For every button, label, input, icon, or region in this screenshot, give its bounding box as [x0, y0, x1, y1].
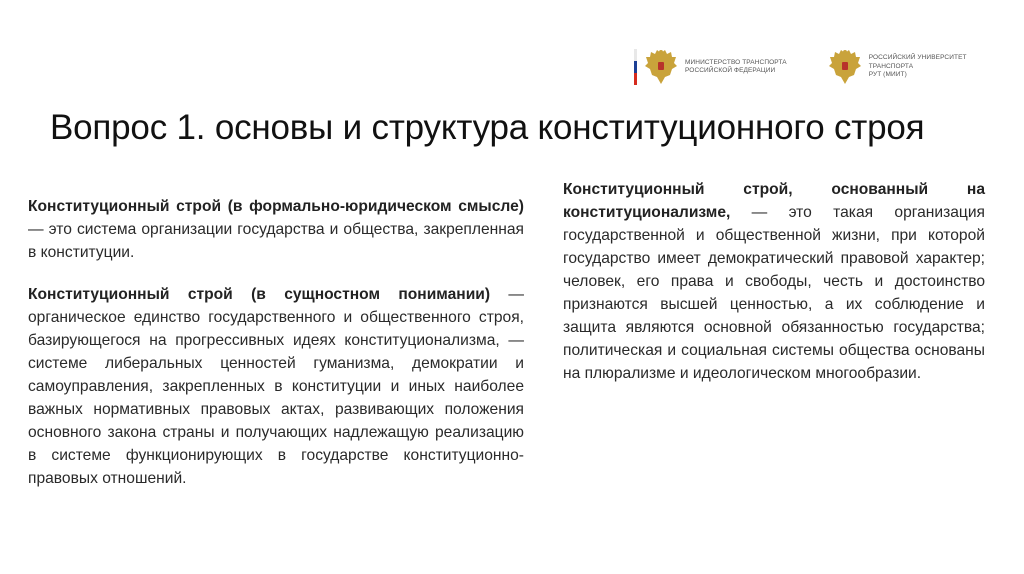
- university-eagle-icon: [827, 47, 863, 87]
- russian-flag-icon: [634, 49, 637, 85]
- ministry-name: [685, 59, 787, 76]
- double-headed-eagle-icon: [643, 47, 679, 87]
- essential-term: Конституционный строй (в сущностном понимании): [28, 286, 491, 303]
- essential-text: — органическое единство государственного и общественного строя, базирующегося на прогрессивных идеях конституционализма, — системе либеральных ценностей гуманизма, демократии и самоуправления, закрепленных в конституции и иных наиболее важных нормативных правовых актах, развивающих положения основного закона страны и получающих надлежащую реализацию в системе функционирующих в государстве конституционно-правовых отношений.: [28, 286, 524, 487]
- university-name: [869, 54, 967, 80]
- ministry-line2: РОССИЙСКОЙ ФЕДЕРАЦИИ: [685, 67, 776, 74]
- constitutionalism-definition: [563, 178, 985, 385]
- university-line3: РУТ (МИИТ): [868, 71, 907, 79]
- constitutionalism-text: — это такая организация государственной и общественной жизни, при которой государство имеет демократический правовой характер; человек, его права и свободы, честь и достоинство признаются высшей ценностью, а их соблюдение и защита являются основной обязанностью государства; политическая и социальная системы общества основаны на плюрализме и идеологическом многообразии.: [563, 204, 985, 382]
- slide-title: Вопрос 1. основы и структура конституционного строя: [50, 108, 925, 147]
- formal-text: — это система организации государства и общества, закрепленная в конституции.: [28, 221, 524, 261]
- university-line1: РОССИЙСКИЙ УНИВЕРСИТЕТ: [868, 54, 967, 62]
- essential-definition: [28, 283, 524, 490]
- ministry-logo: [634, 47, 787, 87]
- header-logos: [634, 42, 967, 92]
- right-column: [563, 178, 985, 385]
- constitutionalism-term: Конституционный строй, основанный на конституционализме,: [563, 181, 985, 221]
- university-line2: ТРАНСПОРТА: [868, 62, 914, 70]
- formal-definition: [28, 195, 524, 264]
- formal-term: Конституционный строй (в формально-юридическом смысле): [28, 198, 524, 215]
- left-column: [28, 195, 524, 490]
- university-logo: [827, 47, 967, 87]
- ministry-line1: МИНИСТЕРСТВО ТРАНСПОРТА: [685, 58, 787, 66]
